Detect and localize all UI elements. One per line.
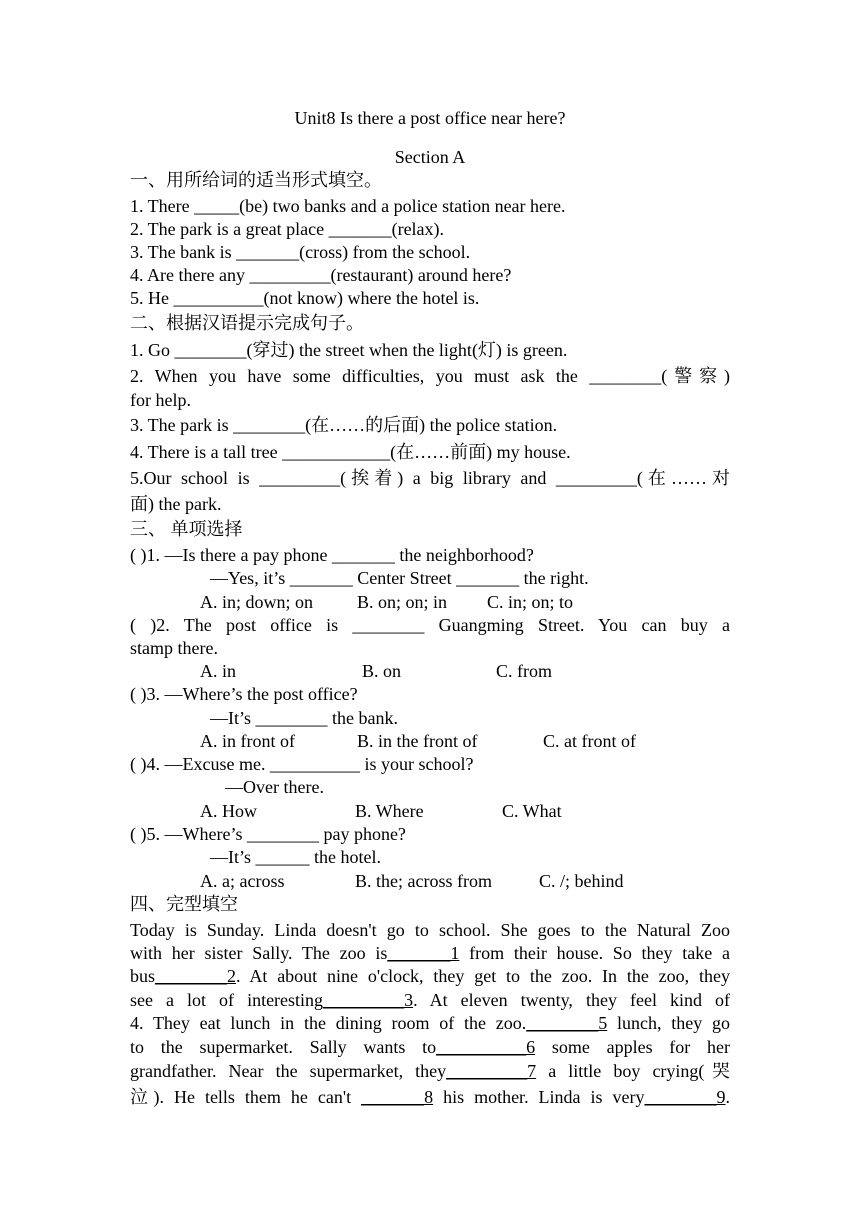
q2-option-a[interactable]: A. in — [200, 661, 236, 681]
q3-option-a[interactable]: A. in front of — [200, 731, 295, 751]
part2-line-4: 3. The park is ________(在……的后面) the police station. — [130, 415, 558, 435]
page-title: Unit8 Is there a post office near here? — [294, 108, 566, 128]
part1-item-4: 4. Are there any _________(restaurant) around here? — [130, 265, 512, 285]
q3-stem: ( )3. —Where’s the post office? — [130, 684, 358, 704]
passage-text: lunch, they go — [607, 1013, 731, 1033]
part1-item-5: 5. He __________(not know) where the hotel is. — [130, 288, 480, 308]
passage-line-7 — [130, 1060, 730, 1082]
passage-text: his mother. Linda is very — [433, 1087, 645, 1107]
blank-2[interactable]: ________2 — [155, 966, 237, 986]
passage-text: some apples for her — [535, 1037, 731, 1057]
part2-line-3: for help. — [130, 390, 191, 410]
passage-line-3 — [130, 965, 730, 987]
part2-heading: 二、根据汉语提示完成句子。 — [130, 313, 364, 333]
q1-option-c[interactable]: C. in; on; to — [487, 592, 574, 612]
q4-option-a[interactable]: A. How — [200, 801, 257, 821]
q4-stem: ( )4. —Excuse me. __________ is your school? — [130, 754, 474, 774]
q3-option-c[interactable]: C. at front of — [543, 731, 636, 751]
part3-heading: 三、 单项选择 — [130, 519, 243, 539]
passage-line-6 — [130, 1036, 730, 1058]
part1-item-2: 2. The park is a great place _______(relax). — [130, 219, 445, 239]
blank-6[interactable]: __________6 — [436, 1037, 536, 1057]
passage-text: from their house. So they take a — [459, 943, 730, 963]
q5-stem: ( )5. —Where’s ________ pay phone? — [130, 824, 406, 844]
q2-stem: ( )2. The post office is ________ Guangming Street. You can buy a — [130, 615, 730, 635]
passage-text: bus — [130, 966, 156, 986]
passage-text: 泣). He tells them he can't — [130, 1087, 362, 1107]
blank-1[interactable]: _______1 — [387, 943, 460, 963]
part2-line-1: 1. Go ________(穿过) the street when the light(灯) is green. — [130, 340, 568, 360]
part1-item-3: 3. The bank is _______(cross) from the school. — [130, 242, 471, 262]
q1-option-b[interactable]: B. on; on; in — [357, 592, 448, 612]
q2-line2: stamp there. — [130, 638, 218, 658]
passage-text: . At eleven twenty, they feel kind of — [413, 990, 730, 1010]
passage-text: 4. They eat lunch in the dining room of the zoo. — [130, 1013, 527, 1033]
blank-5[interactable]: ________5 — [526, 1013, 608, 1033]
part1-heading: 一、用所给词的适当形式填空。 — [130, 170, 382, 190]
part4-heading: 四、完型填空 — [130, 894, 238, 914]
blank-3[interactable]: _________3 — [323, 990, 414, 1010]
q1-stem: ( )1. —Is there a pay phone _______ the neighborhood? — [130, 545, 534, 565]
q2-option-c[interactable]: C. from — [496, 661, 552, 681]
passage-text: to the supermarket. Sally wants to — [130, 1037, 437, 1057]
q5-line2: —It’s ______ the hotel. — [210, 847, 381, 867]
q1-option-a[interactable]: A. in; down; on — [200, 592, 314, 612]
q4-option-c[interactable]: C. What — [502, 801, 562, 821]
passage-text: with her sister Sally. The zoo is — [130, 943, 388, 963]
q3-option-b[interactable]: B. in the front of — [357, 731, 478, 751]
passage-line-2 — [130, 942, 730, 964]
q4-option-b[interactable]: B. Where — [355, 801, 424, 821]
part1-item-1: 1. There _____(be) two banks and a police station near here. — [130, 196, 566, 216]
part2-line-5: 4. There is a tall tree ____________(在……前面) my house. — [130, 442, 571, 462]
passage-text: grandfather. Near the supermarket, they — [130, 1061, 447, 1081]
part2-line-2: 2. When you have some difficulties, you must ask the ________(警察) — [130, 366, 730, 386]
passage-text: . At about nine o'clock, they get to the zoo. In the zoo, they — [236, 966, 730, 986]
q4-line2: —Over there. — [225, 777, 324, 797]
blank-8[interactable]: _______8 — [361, 1087, 434, 1107]
q2-option-b[interactable]: B. on — [362, 661, 402, 681]
passage-text: a little boy crying(哭 — [536, 1061, 730, 1081]
q3-line2: —It’s ________ the bank. — [210, 708, 398, 728]
passage-line-5 — [130, 1012, 730, 1034]
passage-text: see a lot of interesting — [130, 990, 324, 1010]
passage-line-8 — [130, 1086, 730, 1108]
q5-option-a[interactable]: A. a; across — [200, 871, 285, 891]
q5-option-b[interactable]: B. the; across from — [355, 871, 492, 891]
q5-option-c[interactable]: C. /; behind — [539, 871, 624, 891]
blank-7[interactable]: _________7 — [446, 1061, 537, 1081]
passage-line-4 — [130, 989, 730, 1011]
part2-line-6: 5.Our school is _________(挨着) a big library and _________(在……对 — [130, 468, 730, 488]
passage-text: . — [725, 1087, 730, 1107]
passage-line-1: Today is Sunday. Linda doesn't go to school. She goes to the Natural Zoo — [130, 920, 730, 940]
part2-line-7: 面) the park. — [130, 494, 222, 514]
section-title: Section A — [394, 147, 466, 167]
blank-9[interactable]: ________9 — [644, 1087, 726, 1107]
q1-line2: —Yes, it’s _______ Center Street _______ the right. — [210, 568, 589, 588]
